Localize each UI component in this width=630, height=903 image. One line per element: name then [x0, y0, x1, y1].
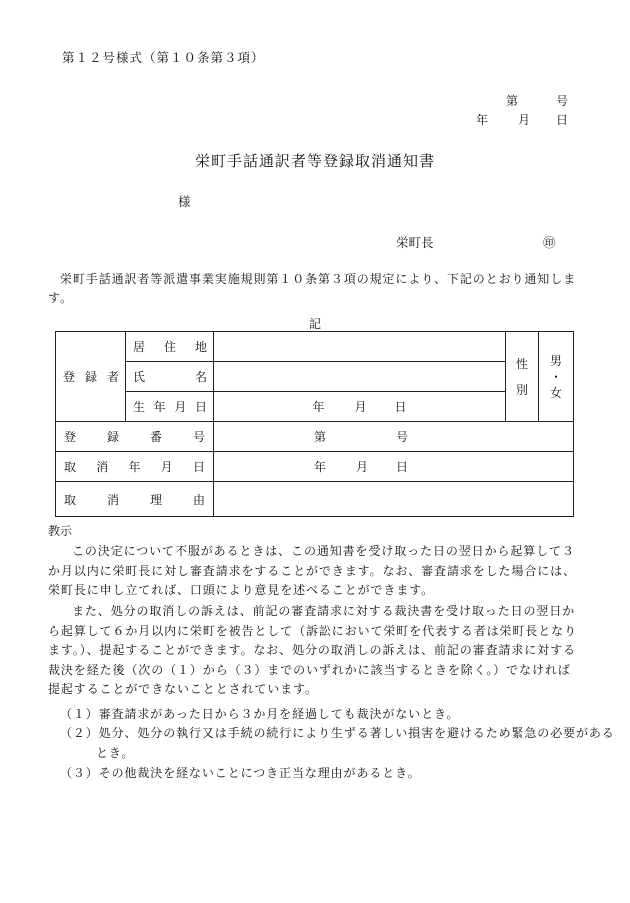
registration-table: [55, 331, 574, 517]
notice-item-3: （３）その他裁決を経ないことにつき正当な理由があるとき。: [60, 766, 421, 780]
birthdate-field[interactable]: 年 月 日: [214, 392, 506, 422]
document-number: [506, 92, 568, 109]
reg-number-label: 登 録 番 号: [56, 422, 214, 452]
notice-paragraph-2: また、処分の取消しの訴えは、前記の審査請求に対する裁決書を受け取った日の翌日から起算して６か月以内に栄町を被告として（訴訟において栄町を代表する者は栄町長となります。）、提起することができます。なお、処分の取消しの訴えは、前記の審査請求に対する裁決を経た後（次の（１）から（３）までのいずれかに該当するときを除く。）でなければ提起することができないこととされています。: [48, 604, 577, 696]
form-number: 第１２号様式（第１０条第３項）: [62, 50, 265, 65]
name-label: 氏 名: [126, 362, 214, 392]
document-date-day: 日: [555, 113, 568, 127]
cancel-reason-field[interactable]: [214, 482, 574, 517]
notice-paragraph-1: この決定について不服があるときは、この通知書を受け取った日の翌日から起算して３か月以内に栄町長に対し審査請求をすることができます。なお、審査請求をした場合には、栄町長に申し立てれば、口頭により意見を述べることができます。: [48, 544, 576, 597]
cancel-date-field[interactable]: 年 月 日: [214, 452, 574, 482]
document-number-dai: 第: [505, 94, 518, 108]
body-text: 栄町手話通訳者等派遣事業実施規則第１０条第３項の規定により、下記のとおり通知します。: [48, 272, 577, 305]
issuer-name: 栄町長: [396, 235, 434, 250]
birthdate-label: 生 年 月 日: [126, 392, 214, 422]
gender-label: 性 別: [506, 332, 539, 422]
registrant-label: 登 録 者: [56, 332, 126, 422]
page-title: 栄町手話通訳者等登録取消通知書: [194, 152, 435, 170]
cancel-reason-label: 取 消 理 由: [56, 482, 214, 517]
address-label: 居 住 地: [126, 332, 214, 362]
notice-item-2: （２）処分、処分の執行又は手続の続行により生ずる著しい損害を避けるため緊急の必要があるとき。: [60, 726, 615, 760]
seal-mark: ㊞: [543, 235, 556, 250]
cancel-date-label: 取 消 年 月 日: [56, 452, 214, 482]
ki-heading: 記: [308, 317, 321, 331]
document-number-go: 号: [555, 94, 568, 108]
document-date-month: 月: [517, 113, 530, 127]
notice-heading: 教示: [48, 524, 73, 538]
addressee-suffix: 様: [178, 194, 191, 209]
reg-number-field[interactable]: 第 号: [214, 422, 574, 452]
document-date-year: 年: [475, 113, 488, 127]
gender-value[interactable]: 男 ・ 女: [539, 332, 574, 422]
notice-item-1: （１）審査請求があった日から３か月を経過しても裁決がないとき。: [60, 707, 460, 721]
address-field[interactable]: [214, 332, 506, 362]
document-date: [476, 111, 568, 128]
name-field[interactable]: [214, 362, 506, 392]
